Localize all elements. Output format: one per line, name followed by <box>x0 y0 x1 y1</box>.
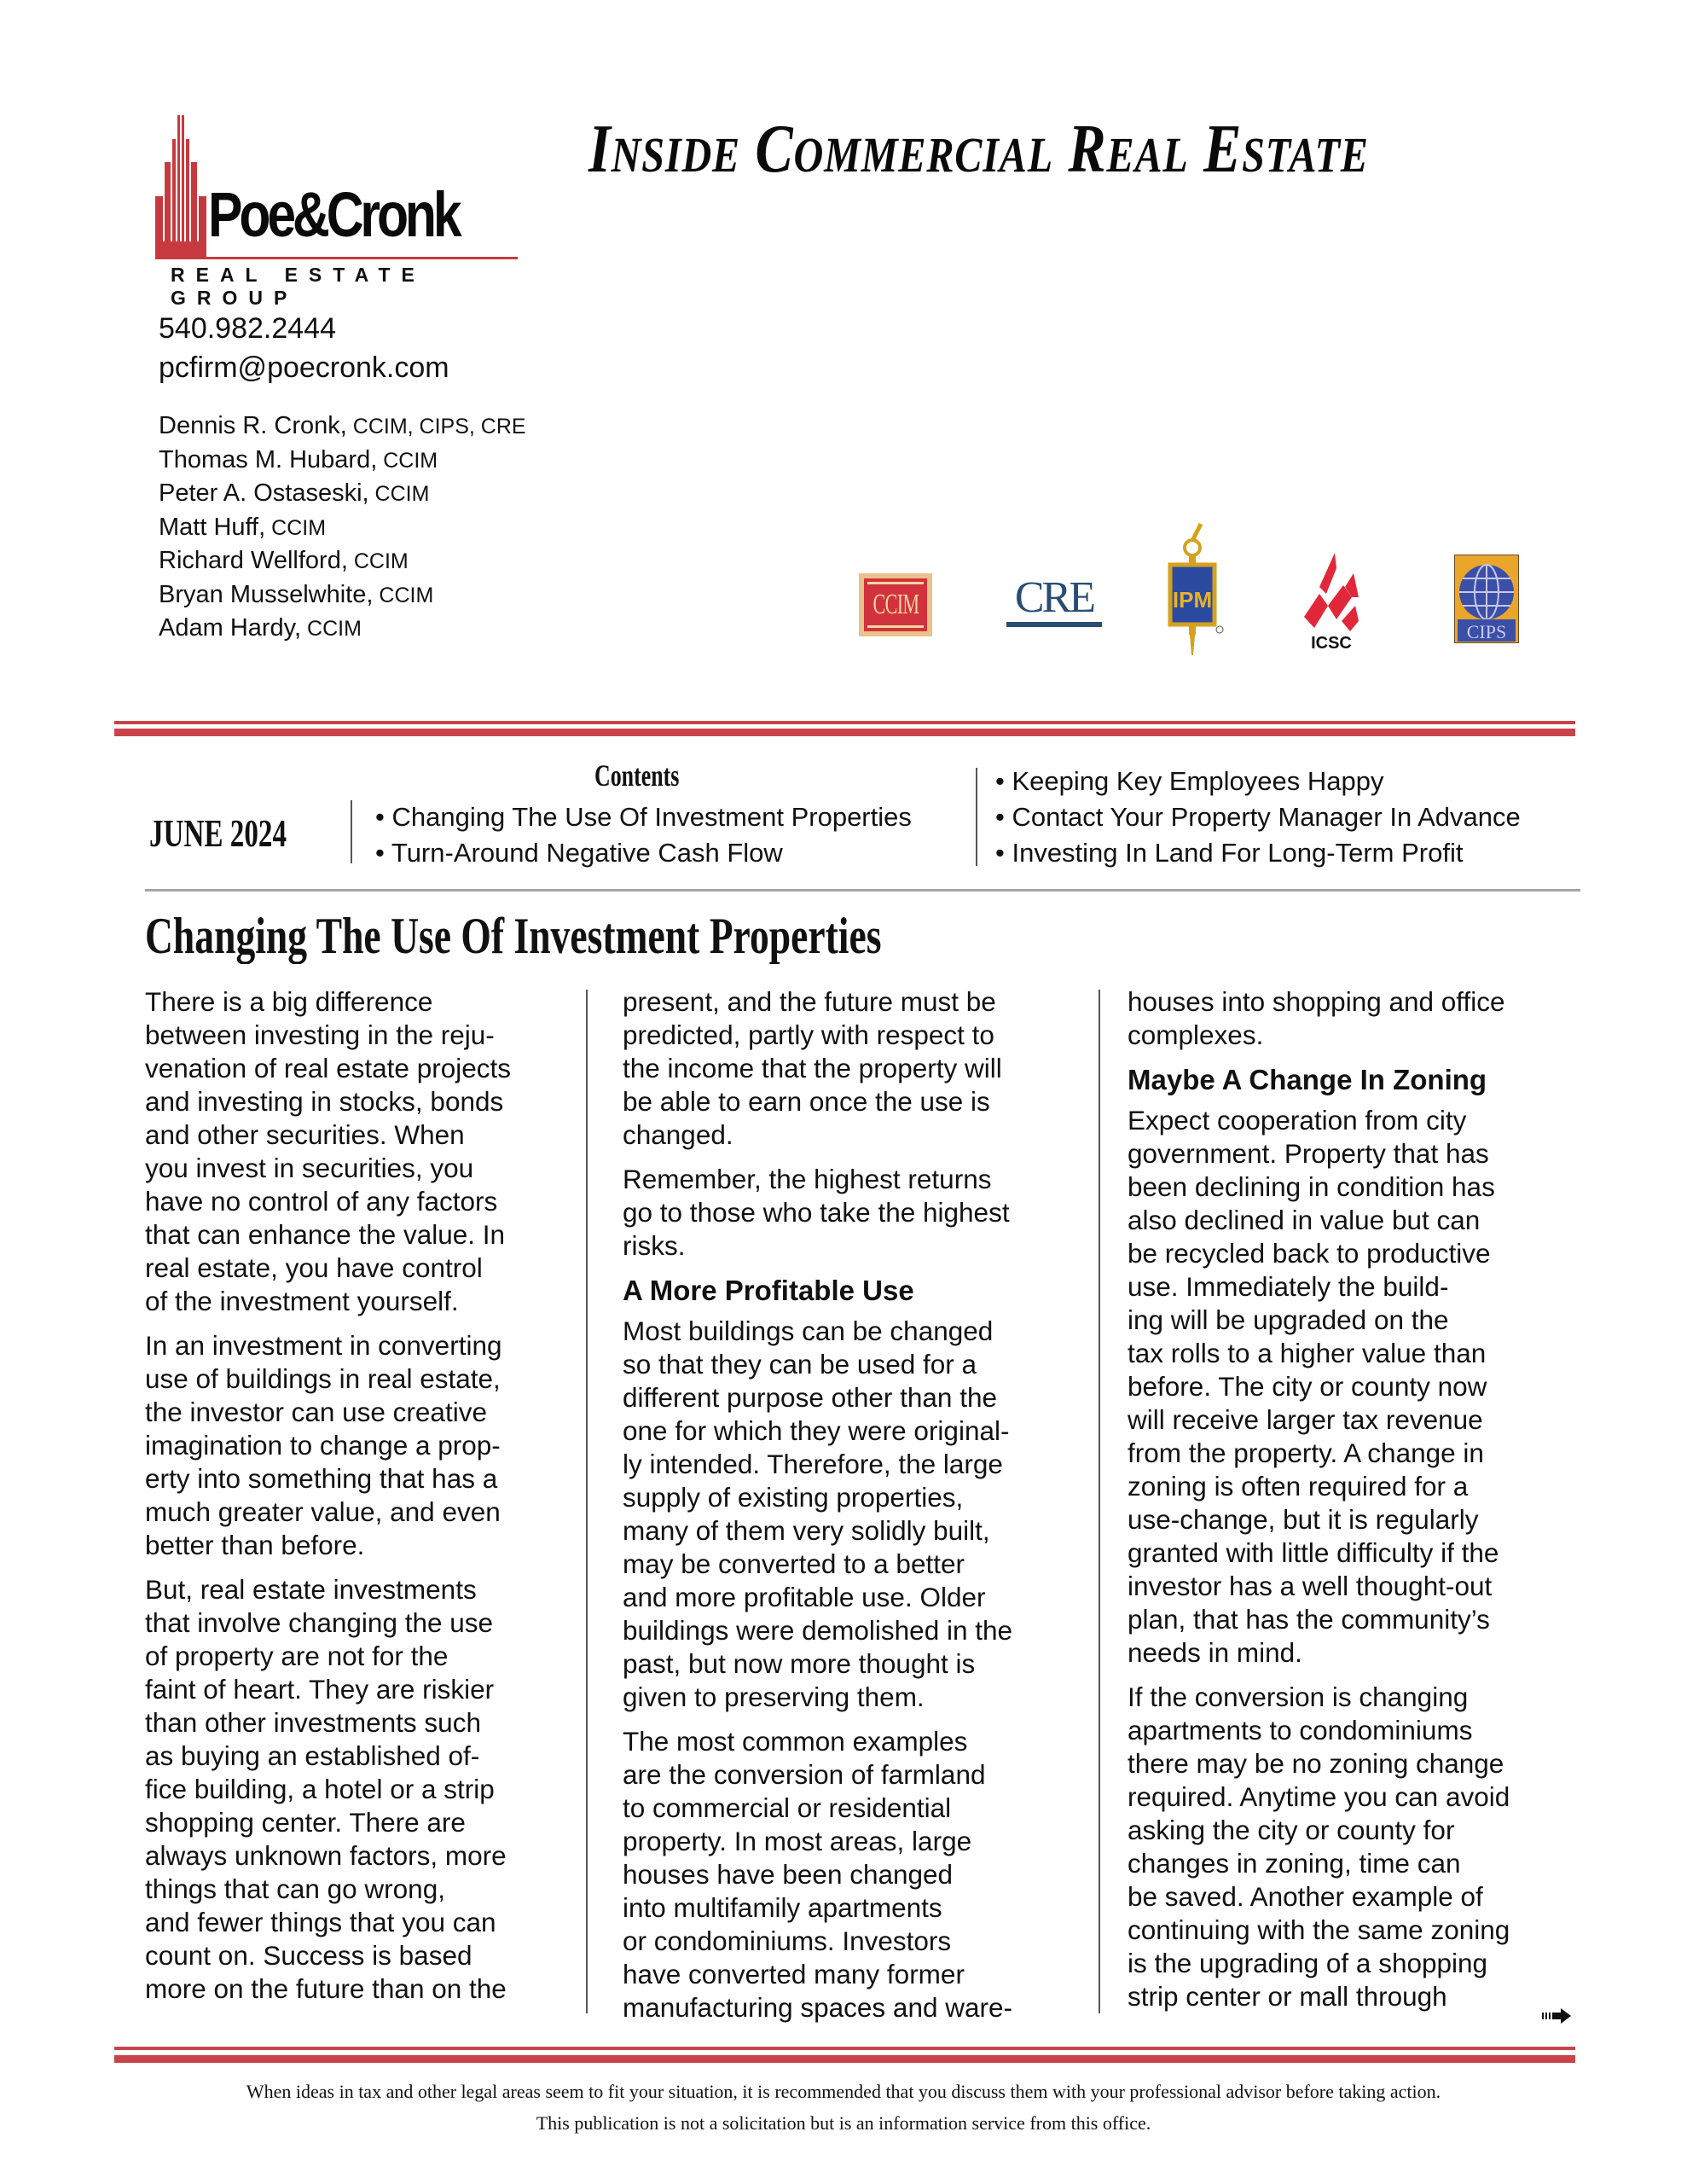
toc-right <box>995 764 1521 871</box>
disclaimer-line-2: This publication is not a solicitation but is an information service from this office. <box>536 2112 1151 2134</box>
paragraph: In an investment in converting use of buildings in real estate, the investor can use creative imagination to change a prop- erty into something that has a much greater value, and even better than before. <box>145 1330 502 1560</box>
date-divider <box>351 800 352 863</box>
contact-info <box>159 309 449 387</box>
newsletter-title: INSIDE COMMERCIAL REAL ESTATE <box>588 112 1369 187</box>
paragraph: Expect cooperation from city government. Property that has been declining in condition has also declined in value but can be recycled back to productive use. Immediately the build- ing will be upgraded on the tax rolls to a higher value than before. The city or county now will receive larger tax revenue from the property. A change in zoning is often required for a use-change, but it is regularly granted with little difficulty if the investor has a well thought-out plan, that has the community’s needs in mind. <box>1128 1105 1499 1668</box>
staff-member: Richard Wellford, CCIM <box>159 547 409 574</box>
svg-text:CIPS: CIPS <box>1466 621 1507 642</box>
company-logo <box>155 115 522 309</box>
staff-member: Bryan Musselwhite, CCIM <box>159 580 434 608</box>
article-headline: Changing The Use Of Investment Properties <box>145 908 882 964</box>
icsc-logo-icon <box>1302 553 1362 653</box>
staff-member: Dennis R. Cronk, CCIM, CIPS, CRE <box>159 412 526 439</box>
header-rule-thin <box>114 721 1575 724</box>
paragraph: If the conversion is changing apartments to condominiums there may be no zoning change required. Anytime you can avoid asking the city or county for changes in zoning, time can be saved. Another example of continuing with the same zoning is the upgrading of a shopping strip center or mall through <box>1128 1682 1510 2012</box>
toc-item[interactable]: • Keeping Key Employees Happy <box>995 766 1384 796</box>
staff-member: Peter A. Ostaseski, CCIM <box>159 479 430 507</box>
contents-rule <box>145 889 1580 892</box>
paragraph: Most buildings can be changed so that they can be used for a different purpose other than the one for which they were original- ly intended. Therefore, the large supply of existing properties, many of them very solidly built, may be converted to a better and more profitable use. Older buildings were demolished in the past, but now more thought is given to preserving them. <box>623 1316 1013 1712</box>
article-column-3 <box>1128 985 1588 2024</box>
paragraph: present, and the future must be predicted, partly with respect to the income that the property will be able to earn once the use is changed. <box>623 986 1002 1150</box>
article-column-2 <box>623 985 1083 2036</box>
svg-text:ICSC: ICSC <box>1311 634 1352 653</box>
ipm-key-logo-icon <box>1167 522 1226 657</box>
disclaimer <box>0 2076 1687 2139</box>
toc-left <box>375 799 912 871</box>
brand-subtitle: REAL ESTATE GROUP <box>171 264 426 309</box>
phone-number: 540.982.2444 <box>159 312 336 345</box>
header-rule-thick <box>114 729 1575 736</box>
toc-item[interactable]: • Contact Your Property Manager In Advance <box>995 802 1521 832</box>
paragraph: houses into shopping and office complexes. <box>1128 986 1505 1050</box>
section-heading: A More Profitable Use <box>623 1275 914 1306</box>
cre-logo-icon: CRE <box>1006 576 1102 627</box>
paragraph: Remember, the highest returns go to those who take the highest risks. <box>623 1164 1010 1261</box>
paragraph: But, real estate investments that involve changing the use of property are not for the faint of heart. They are riskier than other investments such as buying an established of- fice building, a hotel or a strip shopping center. There are always unknown factors, more things that can go wrong, and fewer things that you can count on. Success is based more on the future than on the <box>145 1574 507 2004</box>
footer-rule-thin <box>114 2047 1575 2050</box>
section-heading: Maybe A Change In Zoning <box>1128 1064 1487 1095</box>
staff-member: Matt Huff, CCIM <box>159 513 327 541</box>
paragraph: There is a big difference between investing in the reju- venation of real estate projects and investing in stocks, bonds and other securities. When you invest in securities, you have no control of any factors that can enhance the value. In real estate, you have control of the investment yourself. <box>145 986 512 1316</box>
column-divider <box>1099 990 1100 2013</box>
logo-rule <box>155 257 518 259</box>
staff-list <box>159 410 526 646</box>
footer-rule-thick <box>114 2055 1575 2063</box>
continued-arrow-icon <box>1542 2008 1571 2024</box>
issue-date: JUNE 2024 <box>149 811 287 855</box>
brand-name: Poe&Cronk <box>208 179 459 250</box>
staff-member: Adam Hardy, CCIM <box>159 614 362 642</box>
paragraph: The most common examples are the conversion of farmland to commercial or residential property. In most areas, large houses have been changed into multifamily apartments or condominiums. Investors have converted many former manufacturing spaces and ware- <box>623 1726 1012 2023</box>
email-address[interactable]: pcfirm@poecronk.com <box>159 351 449 384</box>
cips-globe-logo-icon <box>1454 555 1519 643</box>
toc-item[interactable]: • Investing In Land For Long-Term Profit <box>995 838 1464 868</box>
contents-divider <box>976 768 977 866</box>
svg-text:IPM: IPM <box>1172 587 1213 613</box>
toc-item[interactable]: • Turn-Around Negative Cash Flow <box>375 838 783 868</box>
column-divider <box>586 990 588 2013</box>
contents-title: Contents <box>594 758 680 793</box>
article-column-1 <box>145 985 588 2017</box>
ccim-logo-icon: CCIM <box>859 573 932 636</box>
disclaimer-line-1: When ideas in tax and other legal areas seem to fit your situation, it is recommended that you discuss them with your professional advisor before taking action. <box>246 2081 1441 2102</box>
staff-member: Thomas M. Hubard, CCIM <box>159 445 438 473</box>
building-icon <box>155 115 208 256</box>
toc-item[interactable]: • Changing The Use Of Investment Properties <box>375 802 912 832</box>
